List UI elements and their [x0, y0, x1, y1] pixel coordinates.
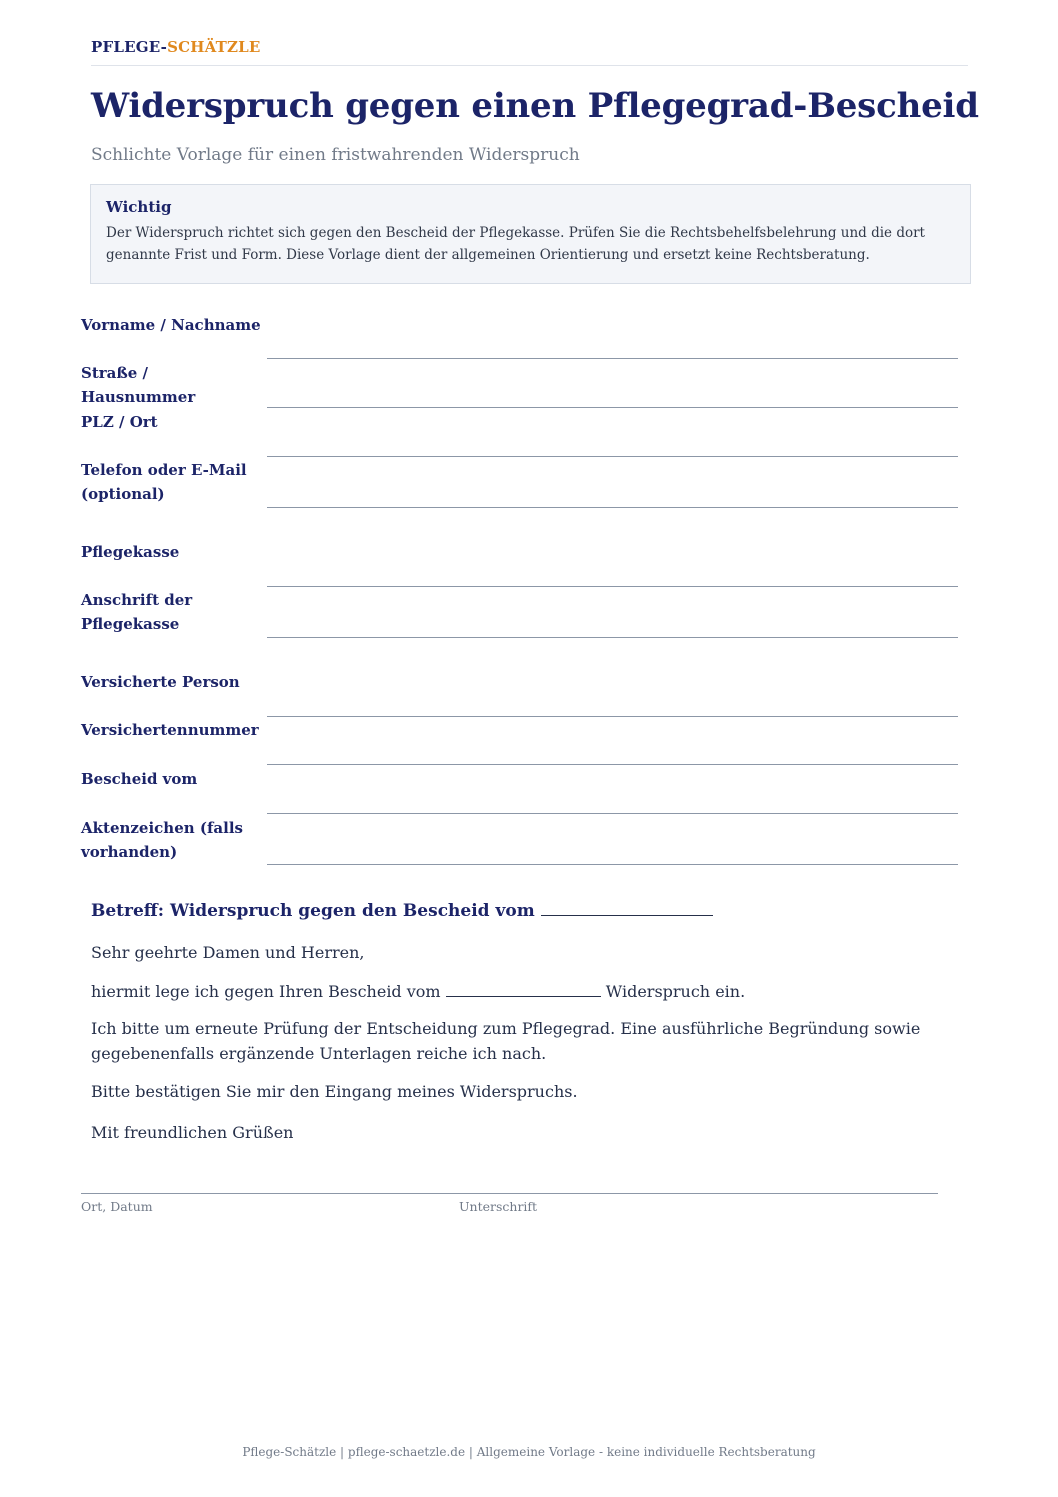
field-label-insurer-address: Anschrift der Pflegekasse [81, 591, 193, 633]
letter-paragraph-3: Bitte bestätigen Sie mir den Eingang meines Widerspruchs. [91, 1082, 578, 1101]
field-line-insurer[interactable] [267, 586, 958, 587]
letter-subject [91, 901, 713, 921]
brand-logo [91, 38, 261, 56]
field-line-name[interactable] [267, 358, 958, 359]
paragraph-1-end: Widerspruch ein. [605, 982, 746, 1001]
field-line-insurer-address[interactable] [267, 637, 958, 638]
signature-line[interactable] [81, 1193, 938, 1194]
field-line-contact[interactable] [267, 507, 958, 508]
letter-paragraph-2: Ich bitte um erneute Prüfung der Entscheidung zum Pflegegrad. Eine ausführliche Begründung sowie gegebenenfalls ergänzende Unterlagen reiche ich nach. [91, 1019, 921, 1063]
field-label-insurer: Pflegekasse [81, 543, 180, 561]
page-subtitle: Schlichte Vorlage für einen fristwahrenden Widerspruch [91, 145, 580, 165]
field-label-zip-city: PLZ / Ort [81, 413, 158, 431]
notice-text: Der Widerspruch richtet sich gegen den Bescheid der Pflegekasse. Prüfen Sie die Rechtsbehelfsbelehrung und die dort genannte Frist und Form. Diese Vorlage dient der allgemeinen Orientierung und ersetzt keine Rechtsberatung. [106, 225, 925, 263]
field-line-insured-person[interactable] [267, 716, 958, 717]
letter-salutation: Sehr geehrte Damen und Herren, [91, 943, 365, 962]
brand-accent: SCHÄTZLE [167, 38, 261, 56]
field-label-street: Straße / Hausnummer [81, 364, 196, 406]
paragraph-1-start: hiermit lege ich gegen Ihren Bescheid vom [91, 982, 441, 1001]
page-footer: Pflege-Schätzle | pflege-schaetzle.de | Allgemeine Vorlage - keine individuelle Rechtsberatung [242, 1445, 816, 1459]
field-label-insurance-number: Versichertennummer [81, 721, 259, 739]
notice-title: Wichtig [106, 198, 172, 216]
important-notice-box [90, 184, 971, 284]
header-divider [91, 65, 968, 66]
field-label-name: Vorname / Nachname [81, 316, 261, 334]
field-line-decision-date[interactable] [267, 813, 958, 814]
subject-date-blank[interactable] [541, 913, 713, 916]
signature-label: Unterschrift [459, 1199, 538, 1214]
field-line-insurance-number[interactable] [267, 764, 958, 765]
field-label-contact: Telefon oder E-Mail (optional) [81, 461, 247, 503]
brand-primary: PFLEGE- [91, 38, 168, 56]
field-label-decision-date: Bescheid vom [81, 770, 198, 788]
page-title: Widerspruch gegen einen Pflegegrad-Bescheid [91, 86, 979, 126]
field-line-zip-city[interactable] [267, 456, 958, 457]
field-line-file-reference[interactable] [267, 864, 958, 865]
field-label-file-reference: Aktenzeichen (falls vorhanden) [81, 819, 243, 861]
paragraph-1-date-blank[interactable] [446, 994, 601, 997]
place-date-label: Ort, Datum [81, 1199, 153, 1214]
letter-closing: Mit freundlichen Grüßen [91, 1123, 294, 1142]
letter-paragraph-1 [91, 979, 941, 1004]
subject-text: Betreff: Widerspruch gegen den Bescheid vom [91, 901, 535, 921]
field-label-insured-person: Versicherte Person [81, 673, 240, 691]
field-line-street[interactable] [267, 407, 958, 408]
